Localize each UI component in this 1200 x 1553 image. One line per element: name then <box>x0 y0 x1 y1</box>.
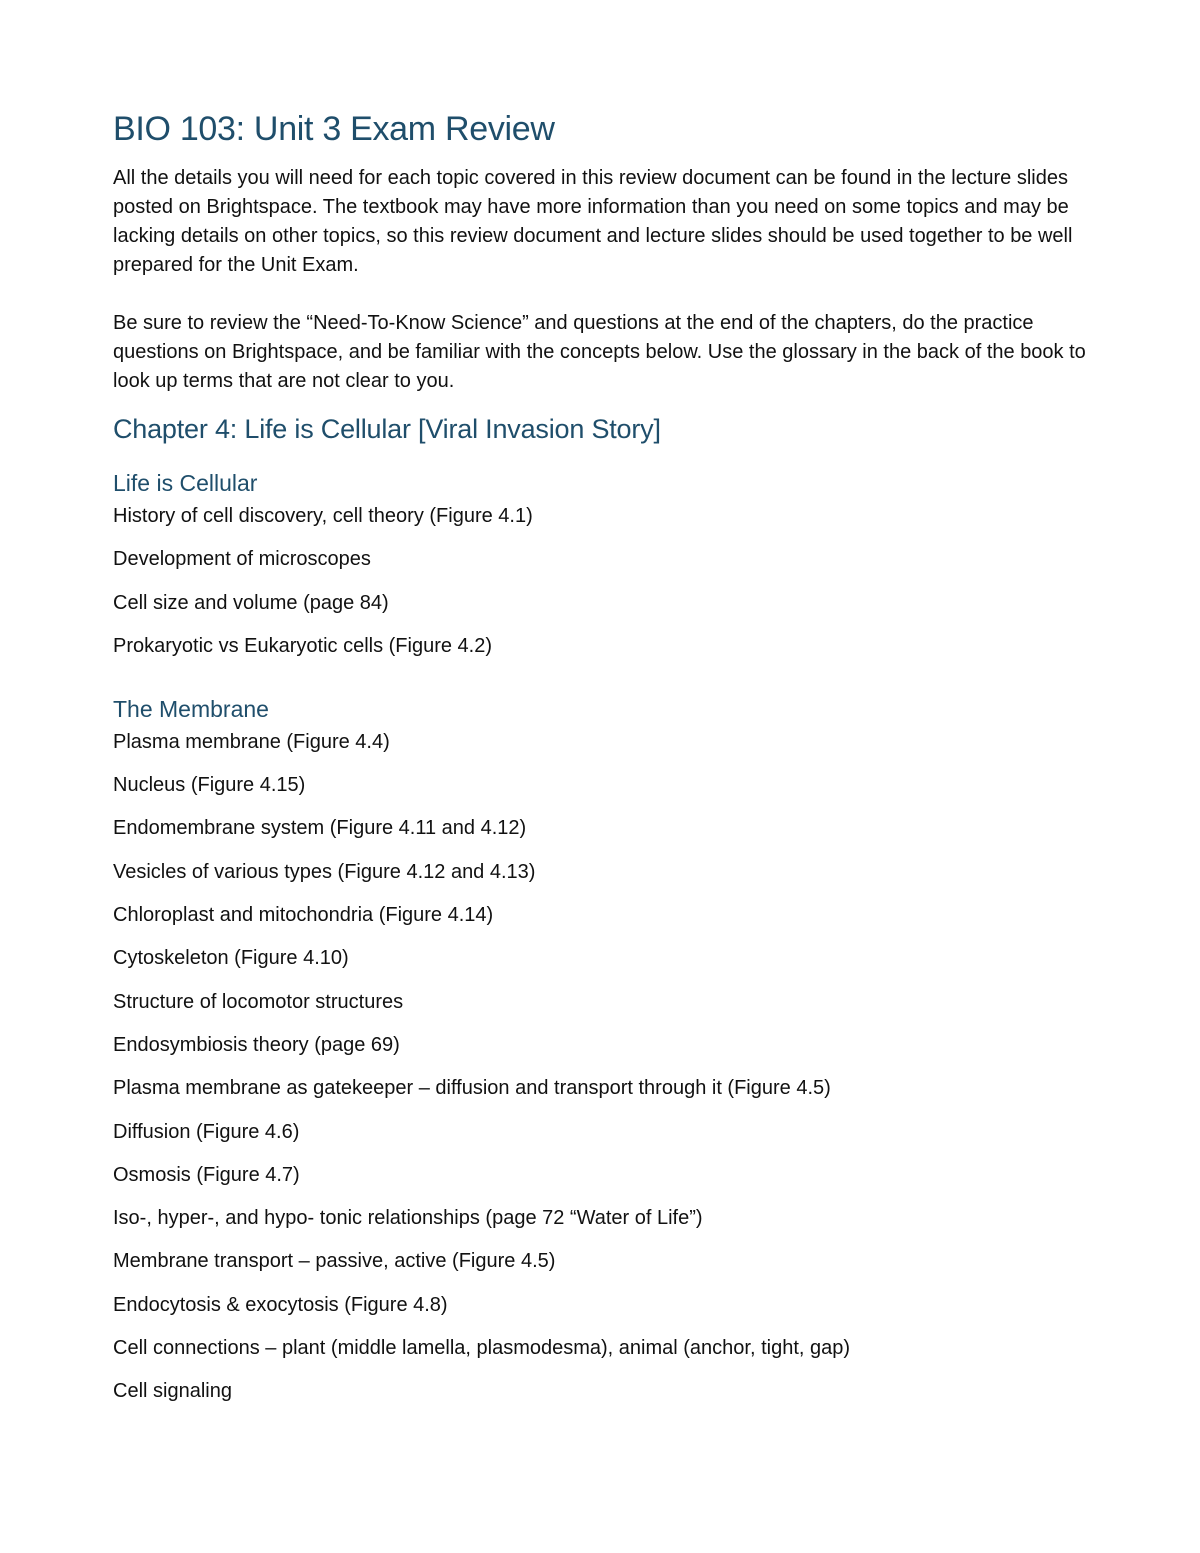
topic-item: Osmosis (Figure 4.7) <box>113 1163 300 1186</box>
topic-item: Iso-, hyper-, and hypo- tonic relationships (page 72 “Water of Life”) <box>113 1207 703 1230</box>
topic-item: Cytoskeleton (Figure 4.10) <box>113 947 349 970</box>
topic-item: Cell size and volume (page 84) <box>113 591 389 614</box>
topic-item: Chloroplast and mitochondria (Figure 4.14) <box>113 904 494 927</box>
topic-item: Plasma membrane as gatekeeper – diffusion and transport through it (Figure 4.5) <box>113 1077 831 1100</box>
topic-item: Endosymbiosis theory (page 69) <box>113 1033 400 1056</box>
intro-paragraph-1: All the details you will need for each topic covered in this review document can be found in the lecture slides posted on Brightspace. The textbook may have more information than you need on some topics and may be lacking details on other topics, so this review document and lecture slides should be used together to be well prepared for the Unit Exam. <box>113 167 1073 276</box>
topic-item: Endocytosis & exocytosis (Figure 4.8) <box>113 1293 448 1316</box>
topic-item: History of cell discovery, cell theory (Figure 4.1) <box>113 505 533 527</box>
section-heading-life-is-cellular: Life is Cellular <box>113 470 258 496</box>
chapter-heading: Chapter 4: Life is Cellular [Viral Invasion Story] <box>113 414 661 444</box>
topic-item: Diffusion (Figure 4.6) <box>113 1120 300 1143</box>
topic-item: Cell connections – plant (middle lamella, plasmodesma), animal (anchor, tight, gap) <box>113 1337 851 1360</box>
topic-item: Structure of locomotor structures <box>113 990 404 1013</box>
topic-list-life-is-cellular <box>113 502 1103 660</box>
document-page <box>113 108 1103 1421</box>
topic-item: Cell signaling <box>113 1380 232 1403</box>
topic-item: Prokaryotic vs Eukaryotic cells (Figure 4.2) <box>113 634 493 657</box>
topic-item: Vesicles of various types (Figure 4.12 and 4.13) <box>113 860 536 883</box>
topic-list-the-membrane <box>113 728 1103 1405</box>
topic-item: Endomembrane system (Figure 4.11 and 4.12) <box>113 817 527 840</box>
intro-paragraph-2: Be sure to review the “Need-To-Know Science” and questions at the end of the chapters, do the practice questions on Brightspace, and be familiar with the concepts below. Use the glossary in the back of the book to look up terms that are not clear to you. <box>113 312 1086 392</box>
section-heading-the-membrane: The Membrane <box>113 695 269 722</box>
topic-item: Development of microscopes <box>113 548 371 571</box>
topic-item: Membrane transport – passive, active (Figure 4.5) <box>113 1250 556 1273</box>
document-title: BIO 103: Unit 3 Exam Review <box>113 110 555 148</box>
topic-item: Nucleus (Figure 4.15) <box>113 774 306 797</box>
topic-item: Plasma membrane (Figure 4.4) <box>113 730 390 753</box>
